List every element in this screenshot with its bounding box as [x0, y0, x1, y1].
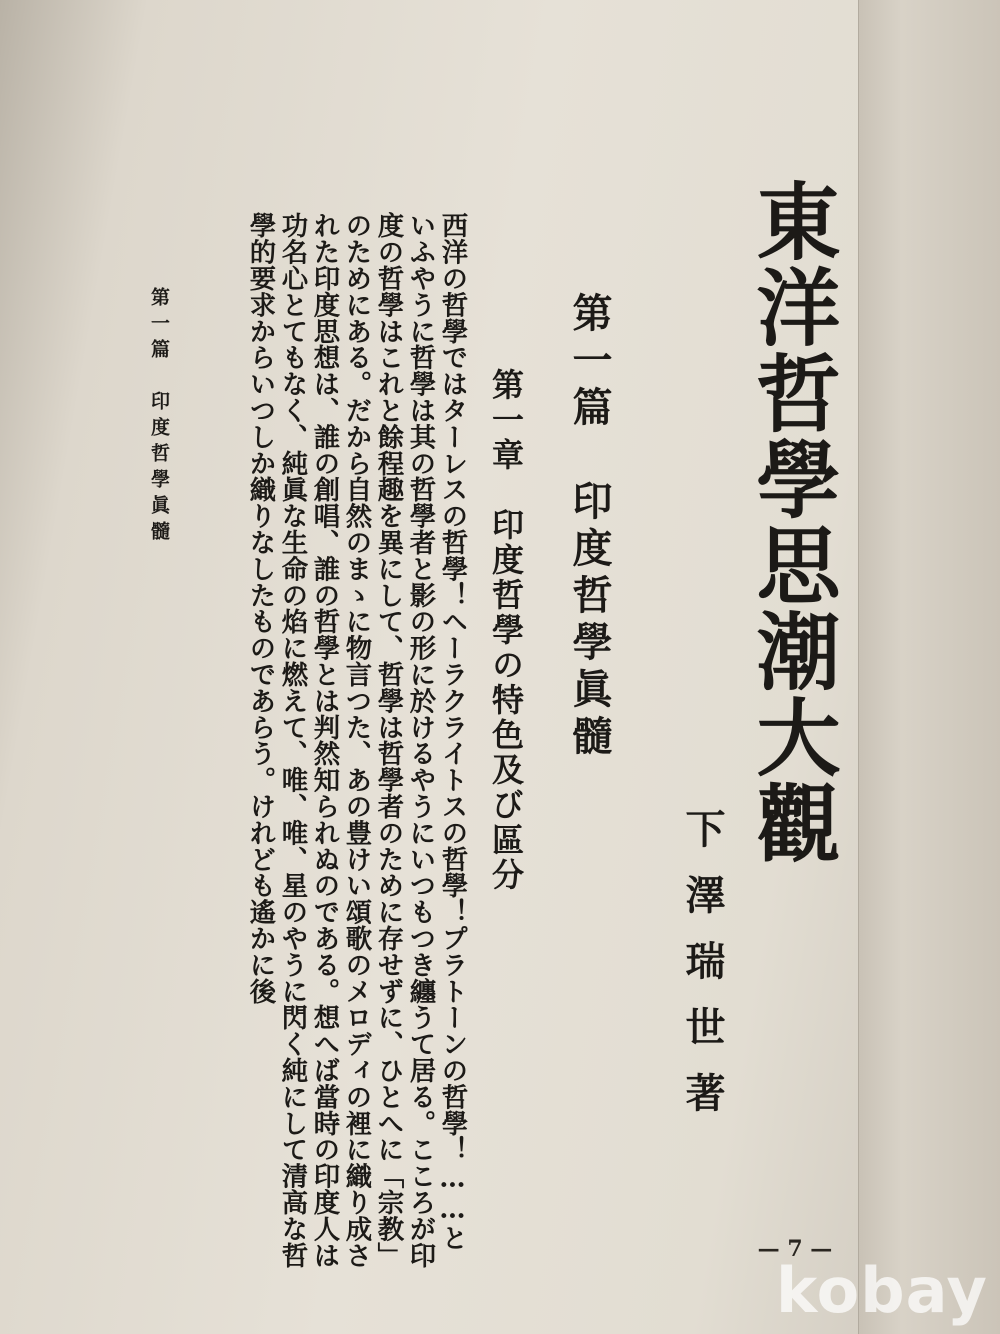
page-number: — 7 —	[757, 1236, 833, 1262]
facing-page-margin	[858, 0, 1000, 1334]
author-line: 下澤瑞世著	[679, 808, 726, 1138]
body-paragraph: 西洋の哲學ではターレスの哲學！ヘーラクライトスの哲學！プラトーンの哲學！……といふやうに哲學は其の哲學者と影の形に於けるやうにいつもつき纏うて居る。こころが印度の哲學はこれと餘程趣を異にして、哲學は哲學者のために存せずに、ひとへに「宗教」のためにある。だから自然のまゝに物言つた、あの豊けい頌歌のメロディの裡に織り成された印度思想は、誰の創唱、誰の哲學とは判然知られぬのである。想へば當時の印度人は功名心とてもなく、純眞な生命の焰に燃えて、唯、唯、星のやうに閃く純にして清高な哲學的要求からいつしか織りなしたものであらう。けれども遙かに後	[245, 212, 468, 1268]
body-text	[180, 212, 468, 1272]
book-title: 東洋哲學思潮大觀	[743, 178, 842, 866]
watermark-logo: kobay	[776, 1253, 988, 1327]
chapter-title: 第一章 印度哲學の特色及び區分	[487, 368, 525, 893]
running-header: 第一篇 印度哲學眞髓	[148, 287, 170, 547]
part-title: 第一篇 印度哲學眞髓	[566, 292, 613, 762]
